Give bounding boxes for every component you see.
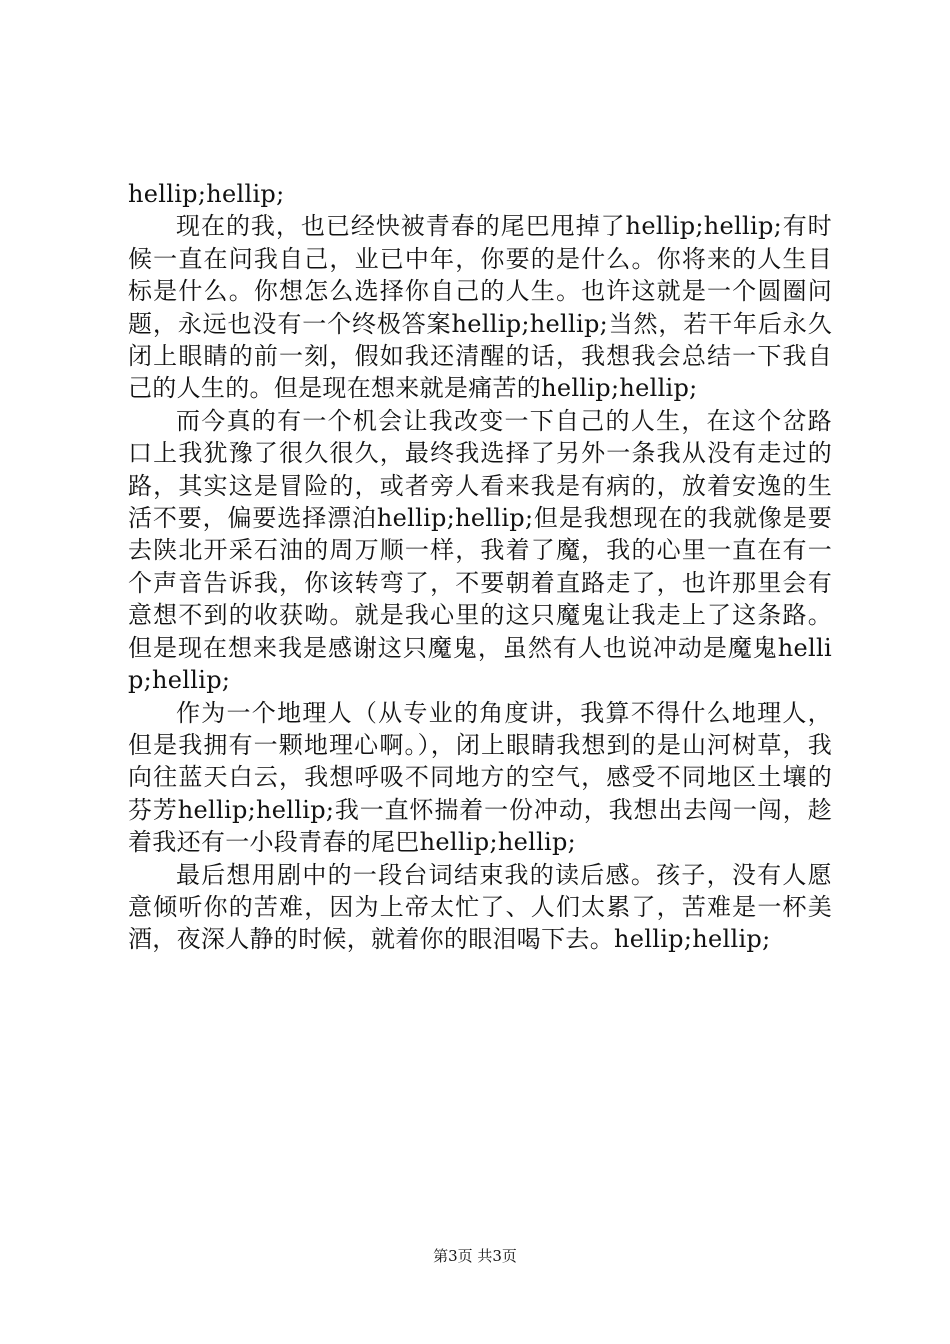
- page-footer: [0, 1246, 950, 1266]
- paragraph-2: 而今真的有一个机会让我改变一下自己的人生，在这个岔路口上我犹豫了很久很久，最终我选择了另外一条我从没有走过的路，其实这是冒险的，或者旁人看来我是有病的，放着安逸的生活不要，偏要选择漂泊hellip;hellip;但是我想现在的我就像是要去陕北开采石油的周万顺一样，我着了魔，我的心里一直在有一个声音告诉我，你该转弯了，不要朝着直路走了，也许那里会有意想不到的收获呦。就是我心里的这只魔鬼让我走上了这条路。但是现在想来我是感谢这只魔鬼，虽然有人也说冲动是魔鬼hellip;hellip;: [128, 406, 832, 695]
- document-body: [128, 178, 832, 956]
- paragraph-continuation: hellip;hellip;: [128, 180, 285, 208]
- paragraph-4: 最后想用剧中的一段台词结束我的读后感。孩子，没有人愿意倾听你的苦难，因为上帝太忙了、人们太累了，苦难是一杯美酒，夜深人静的时候，就着你的眼泪喝下去。hellip;hellip;: [128, 860, 832, 954]
- paragraph-3: 作为一个地理人（从专业的角度讲，我算不得什么地理人，但是我拥有一颗地理心啊。），闭上眼睛我想到的是山河树草，我向往蓝天白云，我想呼吸不同地方的空气，感受不同地区土壤的芬芳hellip;hellip;我一直怀揣着一份冲动，我想出去闯一闯，趁着我还有一小段青春的尾巴hellip;hellip;: [128, 698, 832, 857]
- paragraph-1: 现在的我，也已经快被青春的尾巴甩掉了hellip;hellip;有时候一直在问我自己，业已中年，你要的是什么。你将来的人生目标是什么。你想怎么选择你自己的人生。也许这就是一个圆圈问题，永远也没有一个终极答案hellip;hellip;当然，若干年后永久闭上眼睛的前一刻，假如我还清醒的话，我想我会总结一下我自己的人生的。但是现在想来就是痛苦的hellip;hellip;: [128, 212, 832, 403]
- page-number-label: 第3页 共3页: [433, 1247, 517, 1265]
